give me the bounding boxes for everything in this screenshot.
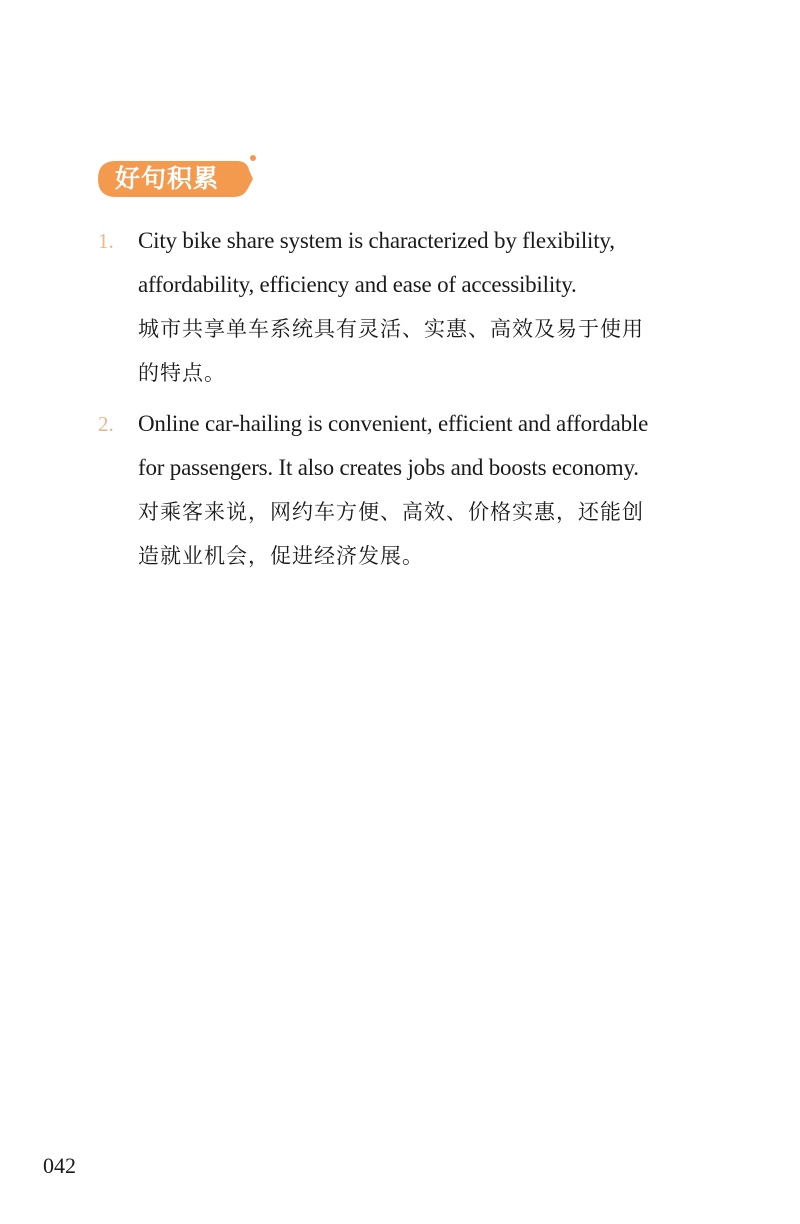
english-line: City bike share system is characterized by flexibility, bbox=[138, 228, 615, 253]
chinese-line: 城市共享单车系统具有灵活、实惠、高效及易于使用 bbox=[138, 317, 644, 341]
english-line: Online car-hailing is convenient, efficient and affordable bbox=[138, 411, 649, 436]
decorative-dot-icon bbox=[250, 155, 256, 161]
section-title: 好句积累 bbox=[115, 164, 220, 193]
english-line: affordability, efficiency and ease of accessibility. bbox=[138, 272, 577, 297]
item-number: 2. bbox=[98, 412, 114, 436]
chinese-line: 造就业机会，促进经济发展。 bbox=[138, 544, 424, 568]
chinese-line: 对乘客来说，网约车方便、高效、价格实惠，还能创 bbox=[138, 500, 644, 524]
english-line: for passengers. It also creates jobs and boosts economy. bbox=[138, 455, 639, 480]
page-number: 042 bbox=[43, 1153, 76, 1178]
item-number: 1. bbox=[98, 229, 114, 253]
chinese-line: 的特点。 bbox=[138, 361, 226, 385]
section-tag bbox=[97, 160, 253, 198]
